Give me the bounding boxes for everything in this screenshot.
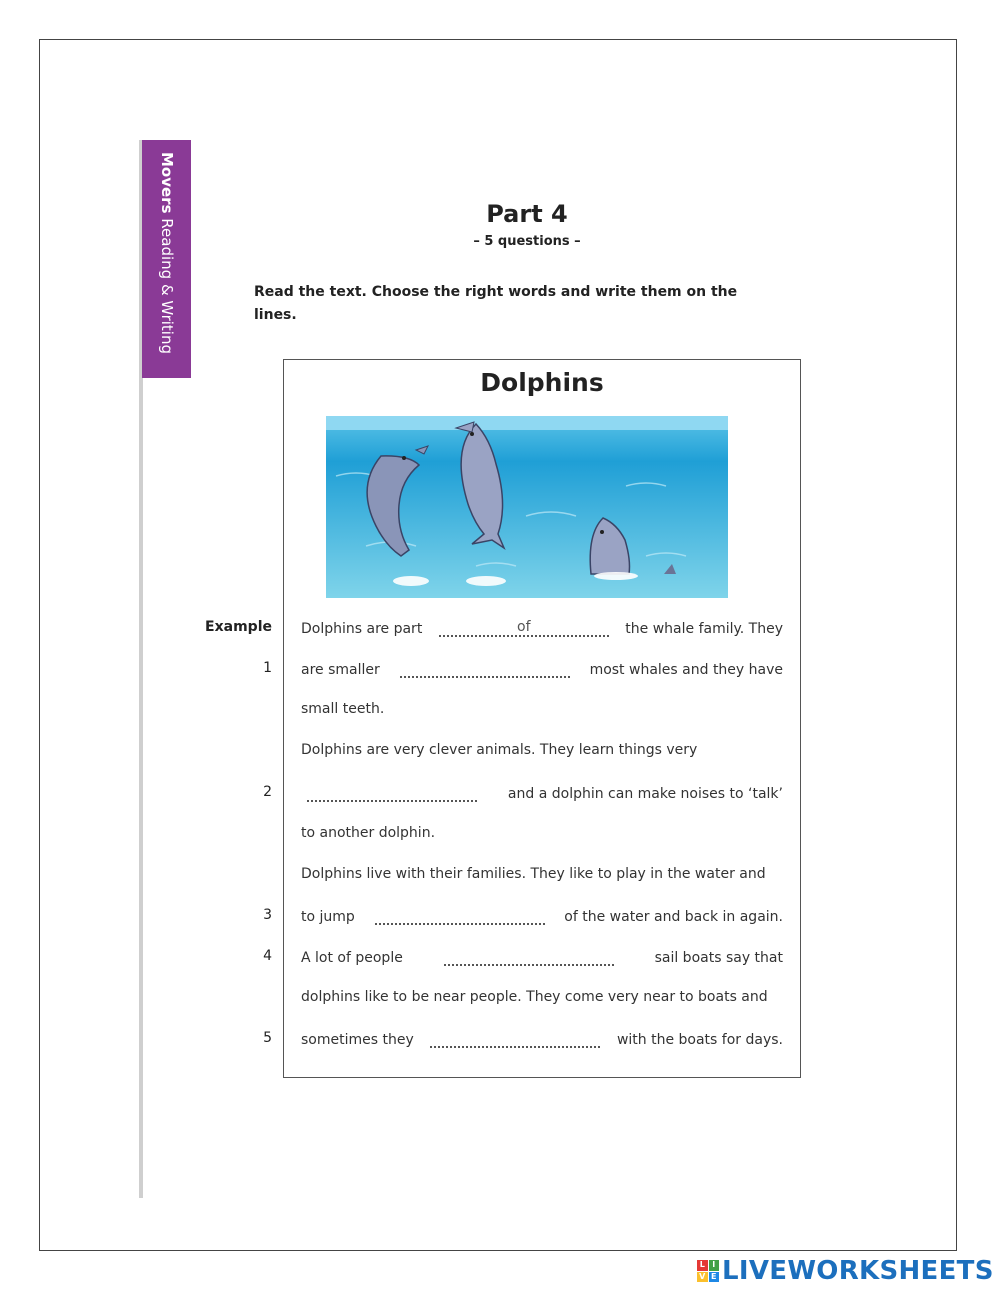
text-line <box>0 907 800 929</box>
instructions: Read the text. Choose the right words and write them on the lines. <box>254 284 738 323</box>
text-line <box>0 1030 800 1052</box>
text-line <box>0 825 800 847</box>
example-answer-blank <box>439 619 609 637</box>
answer-text: of <box>517 619 531 635</box>
line-text-after: of the water and back in again. <box>564 909 783 925</box>
answer-blank[interactable] <box>375 907 545 925</box>
question-number: 1 <box>263 660 272 676</box>
line-text <box>301 989 783 1005</box>
sky-strip <box>326 416 728 430</box>
question-number: 4 <box>263 948 272 964</box>
side-tab <box>142 140 191 378</box>
answer-blank[interactable] <box>444 948 614 966</box>
line-text-before: A lot of people <box>301 950 403 966</box>
side-tab-level: Movers <box>158 152 176 214</box>
text-line <box>0 742 800 764</box>
answer-blank[interactable] <box>430 1030 600 1048</box>
text-line <box>0 866 800 888</box>
line-text <box>301 866 783 882</box>
line-text <box>301 701 783 717</box>
liveworksheets-wordmark: LIVEWORKSHEETS <box>722 1256 994 1286</box>
line-text-before: Dolphins live with their families. They like to play in the water and <box>301 866 766 882</box>
line-text <box>301 948 783 966</box>
line-text-after: most whales and they have <box>589 662 783 678</box>
text-line <box>0 701 800 723</box>
line-text-before: Dolphins are part <box>301 621 423 637</box>
question-number: 5 <box>263 1030 272 1046</box>
line-text <box>301 742 783 758</box>
text-line <box>0 784 800 806</box>
line-text <box>301 660 783 678</box>
text-line <box>0 660 800 682</box>
liveworksheets-icon: L I V E <box>697 1260 719 1282</box>
line-text-before: to another dolphin. <box>301 825 436 841</box>
question-number: 2 <box>263 784 272 800</box>
line-text <box>301 907 783 925</box>
answer-blank[interactable] <box>307 784 477 802</box>
line-text <box>301 619 783 637</box>
question-number: Example <box>205 619 272 635</box>
line-text-before: dolphins like to be near people. They come very near to boats and <box>301 989 768 1005</box>
liveworksheets-logo <box>697 1257 994 1285</box>
line-text-before: small teeth. <box>301 701 385 717</box>
text-line <box>0 619 800 641</box>
side-tab-skill: Reading & Writing <box>158 218 176 354</box>
line-text <box>301 1030 783 1048</box>
line-text-before: sometimes they <box>301 1032 414 1048</box>
line-text-after: and a dolphin can make noises to ‘talk’ <box>507 786 783 802</box>
line-text-after: with the boats for days. <box>616 1032 783 1048</box>
side-tab-text <box>158 152 176 354</box>
dolphins-illustration <box>326 416 728 598</box>
text-line <box>0 989 800 1011</box>
line-text <box>301 825 783 841</box>
text-line <box>0 948 800 970</box>
reading-title: Dolphins <box>480 368 604 397</box>
line-text-after: the whale family. They <box>625 621 783 637</box>
question-number: 3 <box>263 907 272 923</box>
answer-blank[interactable] <box>400 660 570 678</box>
line-text-before: Dolphins are very clever animals. They learn things very <box>301 742 698 758</box>
page-title: Part 4 <box>486 200 568 228</box>
page-subtitle: – 5 questions – <box>473 234 581 249</box>
line-text-after: sail boats say that <box>654 950 783 966</box>
line-text-before: to jump <box>301 909 355 925</box>
line-text-before: are smaller <box>301 662 380 678</box>
line-text <box>301 784 783 802</box>
